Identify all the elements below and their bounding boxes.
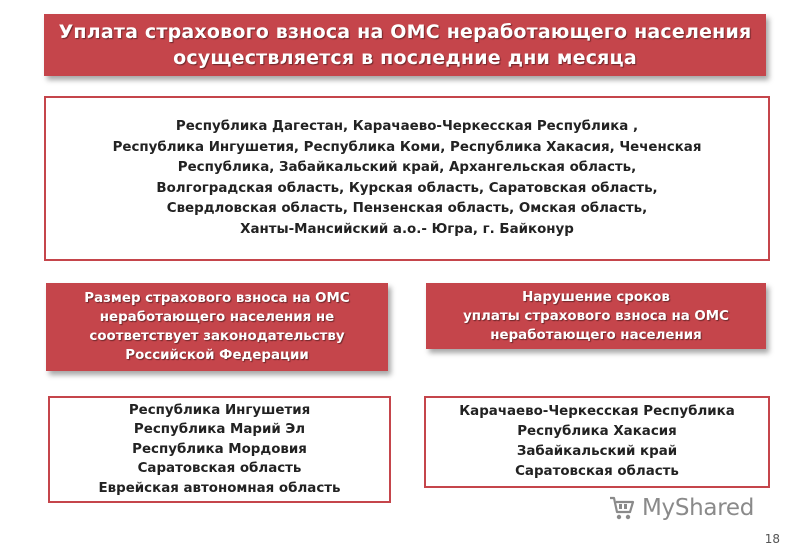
list-item: Республика Мордовия — [132, 441, 307, 457]
banner-line: Нарушение сроков — [522, 289, 670, 305]
banner-line: неработающего населения не — [99, 310, 335, 325]
regions-line: Республика Дагестан, Карачаево-Черкесская Республика , — [175, 119, 639, 134]
contribution-size-banner — [46, 283, 388, 371]
regions-line: Республика Ингушетия, Республика Коми, Республика Хакасия, Чеченская — [112, 139, 702, 155]
list-item: Саратовская область — [515, 464, 679, 479]
list-item: Республика Ингушетия — [128, 402, 311, 418]
title-line-2: осуществляется в последние дни месяца — [173, 47, 637, 69]
banner-line: неработающего населения — [490, 327, 702, 343]
cart-icon — [608, 495, 636, 521]
watermark-logo — [608, 492, 754, 524]
deadline-violation-banner — [426, 283, 766, 349]
list-item: Забайкальский край — [516, 444, 678, 459]
regions-line: Волгоградская область, Курская область, Саратовская область, — [156, 180, 658, 196]
regions-line: Ханты-Мансийский а.о.- Югра, г. Байконур — [240, 221, 574, 237]
regions-line: Республика, Забайкальский край, Архангельская область, — [177, 160, 637, 175]
list-item: Еврейская автономная область — [98, 480, 341, 496]
list-item: Республика Марий Эл — [133, 422, 306, 438]
title-line-1: Уплата страхового взноса на ОМС неработающего населения — [58, 21, 752, 43]
watermark-text: MyShared — [642, 495, 755, 521]
deadline-violation-regions-box — [424, 396, 770, 488]
list-item: Республика Хакасия — [517, 424, 677, 439]
banner-line: соответствует законодательству — [89, 329, 345, 344]
page-number: 18 — [764, 532, 780, 546]
contribution-size-regions-box — [48, 396, 391, 503]
banner-line: Размер страхового взноса на ОМС — [84, 291, 350, 306]
title-banner — [44, 14, 766, 76]
list-item: Карачаево-Черкесская Республика — [459, 404, 735, 419]
regions-box — [44, 96, 770, 261]
regions-line: Свердловская область, Пензенская область, Омская область, — [166, 201, 648, 216]
banner-line: Российской Федерации — [125, 348, 309, 363]
list-item: Саратовская область — [137, 461, 302, 477]
banner-line: уплаты страхового взноса на ОМС — [463, 308, 729, 324]
